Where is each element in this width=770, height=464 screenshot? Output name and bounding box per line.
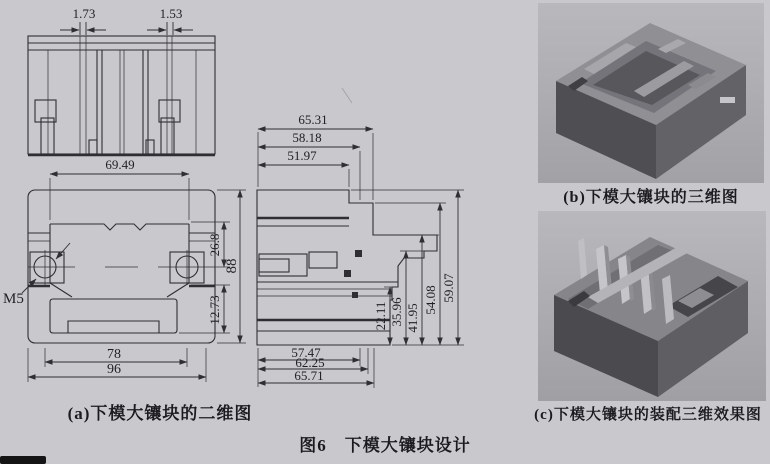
- dim-label: 12.73: [207, 295, 222, 325]
- thread-label: M5: [3, 291, 24, 307]
- model-label-sticker: [720, 97, 735, 103]
- dim-label: 57.47: [291, 345, 321, 360]
- side-section-view: [257, 112, 464, 388]
- render-3d-assembly: [538, 211, 766, 401]
- dim-label: 1.73: [72, 6, 96, 21]
- scan-scratch: [342, 88, 352, 103]
- dim-label: 54.08: [423, 285, 438, 315]
- dim-label: 96: [107, 362, 121, 377]
- dim-label: 59.07: [441, 273, 456, 303]
- dim-label: 88: [224, 258, 240, 274]
- dim-label: 78: [107, 347, 121, 362]
- dim-label: 41.95: [405, 303, 420, 333]
- dim-label: 69.49: [105, 157, 135, 172]
- render-3d-insert: [538, 3, 764, 183]
- dim-label: 1.53: [159, 6, 183, 21]
- dim-label: 26.8: [207, 233, 222, 257]
- figure-caption: 图6 下模大镶块设计: [299, 436, 471, 455]
- plan-view: [3, 157, 246, 382]
- dim-label: 35.96: [389, 297, 404, 327]
- dim-label: 58.18: [292, 130, 322, 145]
- scan-artifact: [0, 456, 46, 464]
- dim-label: 65.31: [298, 112, 328, 127]
- dim-label: 22.11: [373, 301, 388, 331]
- caption-panel-b: (b)下模大镶块的三维图: [563, 189, 739, 206]
- caption-panel-a: (a)下模大镶块的二维图: [67, 404, 253, 423]
- dim-label: 65.71: [294, 368, 324, 383]
- front-view: [28, 6, 215, 155]
- dim-label: 51.97: [287, 148, 317, 163]
- caption-panel-c: (c)下模大镶块的装配三维效果图: [534, 407, 762, 423]
- dim-label: 62.25: [295, 355, 325, 370]
